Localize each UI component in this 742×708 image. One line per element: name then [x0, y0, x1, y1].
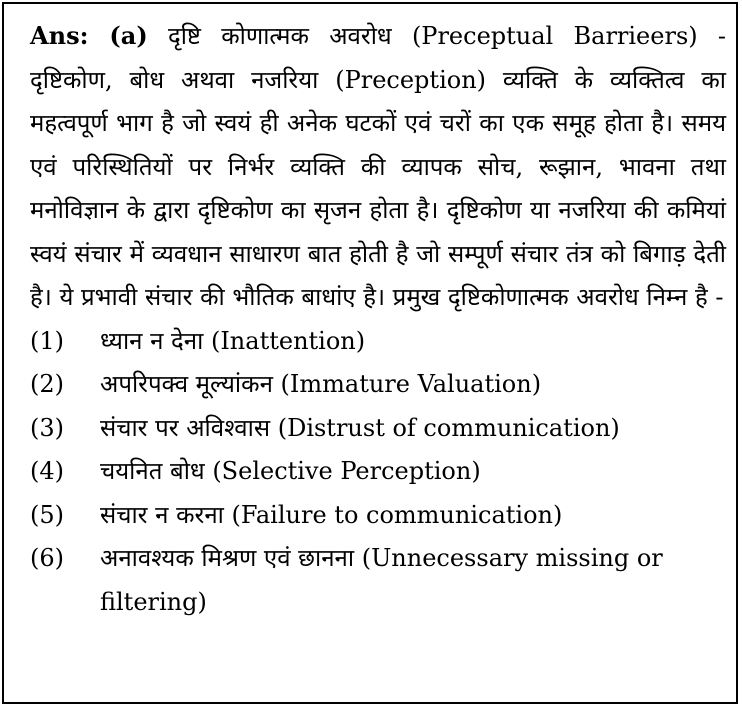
- answer-text: दृष्टि कोणात्मक अवरोध (Preceptual Barrieers) - दृष्टिकोण, बोध अथवा नजरिया (Preception) व्यक्ति के व्यक्तित्व का महत्वपूर्ण भाग है जो स्वयं ही अनेक घटकों एवं चरों का एक समूह होता है। समय एवं परिस्थितियों पर निर्भर व्यक्ति की व्यापक सोच, रूझान, भावना तथा मनोविज्ञान के द्वारा दृष्टिकोण का सृजन होता है। दृष्टिकोण या नजरिया की कमियां स्वयं संचार में व्यवधान साधारण बात होती है जो सम्पूर्ण संचार तंत्र को बिगाड़ देती है। ये प्रभावी संचार की भौतिक बाधांए है। प्रमुख दृष्टिकोणात्मक अवरोध निम्न है -: [30, 22, 726, 311]
- list-item: [30, 450, 726, 494]
- list-item-number: (4): [30, 457, 64, 485]
- list-item: [30, 537, 726, 624]
- list-item: [30, 407, 726, 451]
- answer-paragraph: [30, 14, 726, 320]
- list-item: [30, 320, 726, 364]
- list-item-text: अपरिपक्व मूल्यांकन (Immature Valuation): [100, 370, 542, 398]
- list-item-text: चयनित बोध (Selective Perception): [100, 457, 481, 485]
- list-item-number: (2): [30, 370, 64, 398]
- list-item: [30, 363, 726, 407]
- answer-box: [2, 2, 738, 704]
- list-item-number: (6): [30, 544, 64, 572]
- list-item-number: (1): [30, 326, 64, 355]
- answer-label: Ans: (a): [30, 21, 148, 50]
- list-item-text: ध्यान न देना (Inattention): [100, 326, 366, 355]
- list-item: [30, 494, 726, 538]
- barrier-list: [30, 320, 726, 625]
- list-item-text: संचार न करना (Failure to communication): [100, 500, 563, 529]
- answer-content: [30, 14, 726, 624]
- list-item-text: संचार पर अविश्वास (Distrust of communication): [100, 413, 620, 442]
- list-item-number: (3): [30, 413, 64, 442]
- list-item-text: अनावश्यक मिश्रण एवं छानना (Unnecessary missing or filtering): [100, 544, 663, 616]
- list-item-number: (5): [30, 500, 64, 529]
